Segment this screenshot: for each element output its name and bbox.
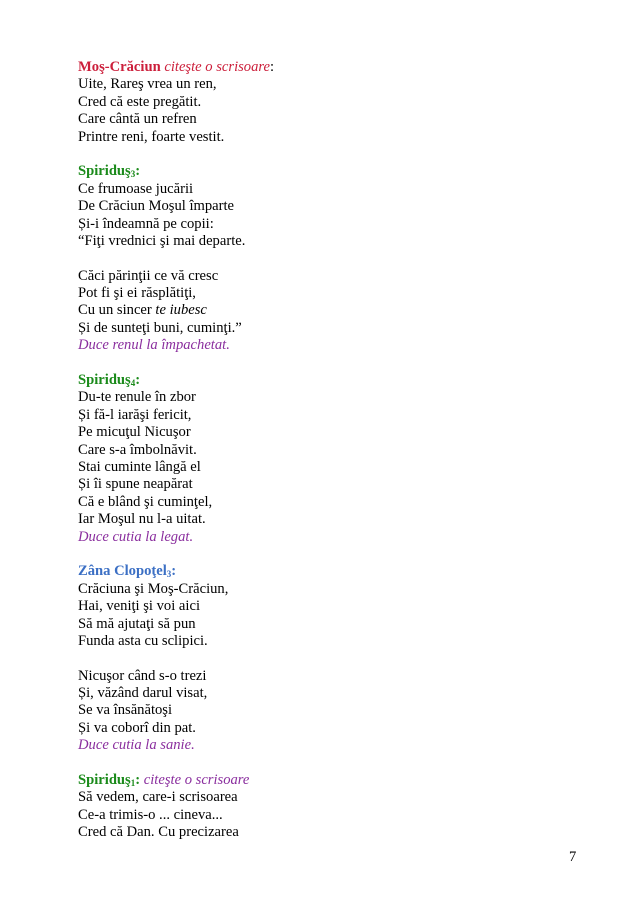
colon: : [171, 563, 177, 580]
verse-line [78, 302, 558, 319]
stage-direction: Duce cutia la sanie. [78, 737, 195, 754]
verse-line: Și de sunteţi buni, cuminţi.” [78, 319, 242, 336]
colon: : [135, 372, 141, 389]
speaker-index: 3 [166, 569, 172, 580]
speaker-line [78, 772, 558, 789]
verse-line: Să vedem, care-i scrisoarea [78, 789, 238, 806]
verse-line: Crăciuna şi Moş-Crăciun, [78, 580, 229, 597]
verse-line: Că e blând şi cuminţel, [78, 493, 213, 510]
verse-line: Se va însănătoşi [78, 702, 173, 719]
speaker-name: Spiriduş [78, 163, 131, 180]
verse-line: Și fă-l iarăşi fericit, [78, 406, 192, 423]
verse-line: Du-te renule în zbor [78, 389, 196, 406]
verse-line: De Crăciun Moşul împarte [78, 198, 235, 215]
verse-line: Ce frumoase jucării [78, 180, 194, 197]
verse-line: Să mă ajutaţi să pun [78, 615, 196, 632]
speaker-line [78, 163, 558, 180]
verse-line: Ce-a trimis-o ... cineva... [78, 806, 223, 823]
verse-line: Cred că Dan. Cu precizarea [78, 824, 239, 841]
speaker-action: citeşte o scrisoare [164, 59, 271, 75]
stage-direction: Duce renul la împachetat. [78, 337, 230, 354]
speaker-index: 3 [130, 169, 136, 180]
poem-content [78, 59, 558, 842]
verse-line: Printre reni, foarte vestit. [78, 128, 225, 145]
verse-line: Uite, Rareş vrea un ren, [78, 76, 217, 93]
colon: : [135, 772, 141, 789]
verse-line: Și îi spune neapărat [78, 476, 193, 493]
verse-emphasis: te iubesc [155, 302, 207, 319]
speaker-index: 4 [130, 378, 136, 389]
verse-line: Hai, veniţi şi voi aici [78, 598, 200, 615]
verse-line: Și va coborî din pat. [78, 719, 196, 736]
speaker-name: Zâna Clopoţel [78, 563, 167, 580]
verse-line: Care cântă un refren [78, 111, 197, 128]
speaker-line [78, 563, 558, 580]
verse-line: Și, văzând darul visat, [78, 685, 208, 702]
verse-text: Cu un sincer [78, 302, 156, 319]
colon: : [135, 163, 141, 180]
verse-line: “Fiţi vrednici şi mai departe. [78, 232, 246, 249]
speaker-line [78, 372, 558, 389]
verse-line: Care s-a îmbolnăvit. [78, 441, 197, 458]
speaker-name: Spiriduş [78, 772, 131, 789]
speaker-name: Moş-Crăciun [78, 59, 161, 75]
verse-line: Cred că este pregătit. [78, 93, 202, 110]
speaker-line [78, 59, 558, 76]
verse-line: Nicuşor când s-o trezi [78, 667, 207, 684]
speaker-index: 1 [130, 778, 136, 789]
stage-direction: Duce cutia la legat. [78, 528, 194, 545]
verse-line: Stai cuminte lângă el [78, 458, 201, 475]
verse-line: Pot fi şi ei răsplătiţi, [78, 285, 196, 302]
colon: : [270, 59, 275, 75]
verse-line: Pe micuţul Nicuşor [78, 424, 191, 441]
speaker-action: citeşte o scrisoare [143, 772, 250, 789]
verse-line: Căci părinţii ce vă cresc [78, 267, 219, 284]
verse-line: Iar Moşul nu l-a uitat. [78, 511, 206, 528]
verse-line: Funda asta cu sclipici. [78, 632, 208, 649]
page-number: 7 [569, 849, 577, 865]
verse-line: Și-i îndeamnă pe copii: [78, 215, 214, 232]
speaker-name: Spiriduş [78, 372, 131, 389]
